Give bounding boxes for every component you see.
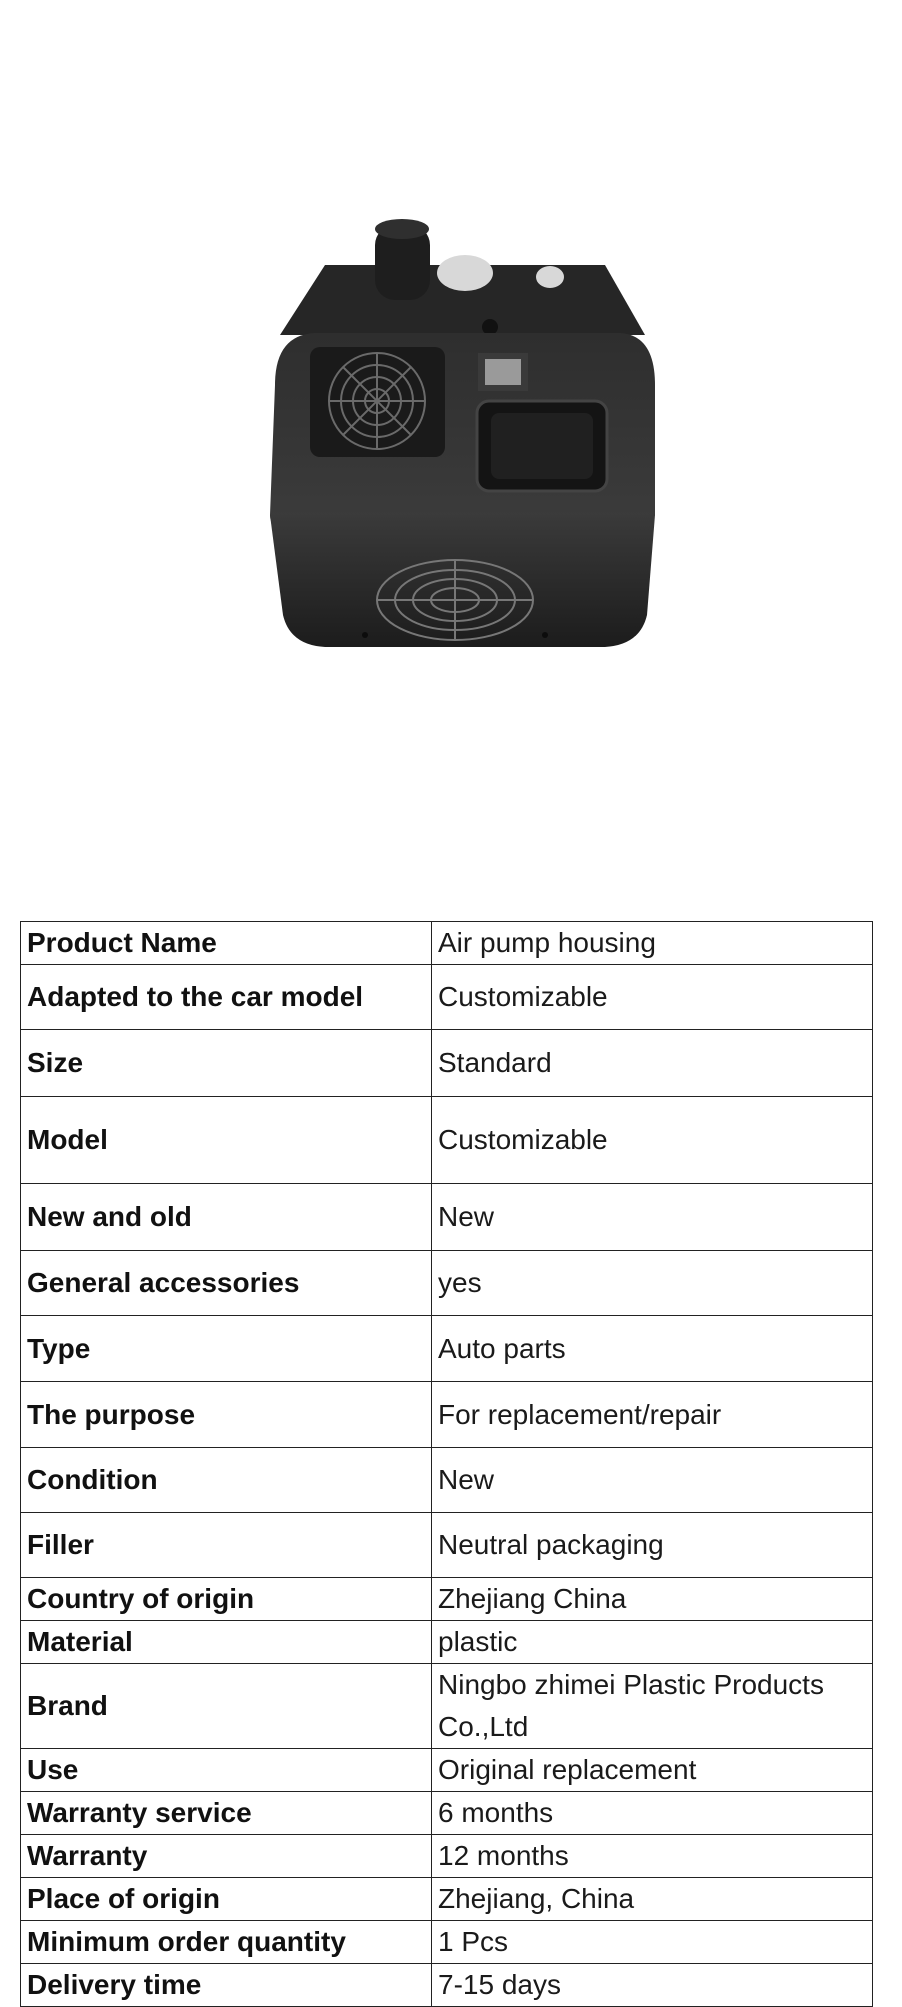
spec-value: plastic xyxy=(432,1621,873,1664)
spec-label: Brand xyxy=(21,1664,432,1749)
spec-label: Adapted to the car model xyxy=(21,965,432,1030)
table-row xyxy=(21,1749,873,1792)
spec-value: yes xyxy=(432,1251,873,1316)
spec-label: Filler xyxy=(21,1513,432,1578)
spec-value: Customizable xyxy=(432,965,873,1030)
table-row xyxy=(21,1664,873,1749)
spec-value: Auto parts xyxy=(432,1316,873,1382)
spec-label: Country of origin xyxy=(21,1578,432,1621)
spec-label: Warranty xyxy=(21,1835,432,1878)
table-row xyxy=(21,1921,873,1964)
air-pump-housing-photo xyxy=(255,215,665,665)
spec-value: New xyxy=(432,1184,873,1251)
table-row xyxy=(21,1097,873,1184)
table-row xyxy=(21,1578,873,1621)
spec-value: Standard xyxy=(432,1030,873,1097)
spec-value: 1 Pcs xyxy=(432,1921,873,1964)
spec-label: Size xyxy=(21,1030,432,1097)
spec-label: General accessories xyxy=(21,1251,432,1316)
spec-label: Condition xyxy=(21,1448,432,1513)
table-row xyxy=(21,1621,873,1664)
table-row xyxy=(21,1184,873,1251)
table-row xyxy=(21,1316,873,1382)
spec-value: Ningbo zhimei Plastic Products Co.,Ltd xyxy=(432,1664,873,1749)
spec-label: Use xyxy=(21,1749,432,1792)
spec-value: Air pump housing xyxy=(432,922,873,965)
table-row xyxy=(21,1792,873,1835)
spec-value: 12 months xyxy=(432,1835,873,1878)
spec-label: Model xyxy=(21,1097,432,1184)
spec-label: Warranty service xyxy=(21,1792,432,1835)
spec-label: New and old xyxy=(21,1184,432,1251)
spec-label: Product Name xyxy=(21,922,432,965)
spec-label: Delivery time xyxy=(21,1964,432,2007)
table-row xyxy=(21,965,873,1030)
spec-label: Type xyxy=(21,1316,432,1382)
table-row xyxy=(21,1382,873,1448)
spec-value: 6 months xyxy=(432,1792,873,1835)
table-row xyxy=(21,1251,873,1316)
specifications-table xyxy=(20,921,873,2007)
spec-value: Zhejiang, China xyxy=(432,1878,873,1921)
table-row xyxy=(21,1964,873,2007)
spec-value: Customizable xyxy=(432,1097,873,1184)
table-row xyxy=(21,1878,873,1921)
spec-value: 7-15 days xyxy=(432,1964,873,2007)
table-row xyxy=(21,1030,873,1097)
table-row xyxy=(21,1513,873,1578)
table-row xyxy=(21,1835,873,1878)
spec-label: Minimum order quantity xyxy=(21,1921,432,1964)
spec-label: Material xyxy=(21,1621,432,1664)
table-row xyxy=(21,922,873,965)
table-row xyxy=(21,1448,873,1513)
spec-label: The purpose xyxy=(21,1382,432,1448)
spec-value: For replacement/repair xyxy=(432,1382,873,1448)
spec-value: Original replacement xyxy=(432,1749,873,1792)
spec-value: Zhejiang China xyxy=(432,1578,873,1621)
spec-value: Neutral packaging xyxy=(432,1513,873,1578)
spec-label: Place of origin xyxy=(21,1878,432,1921)
spec-value: New xyxy=(432,1448,873,1513)
